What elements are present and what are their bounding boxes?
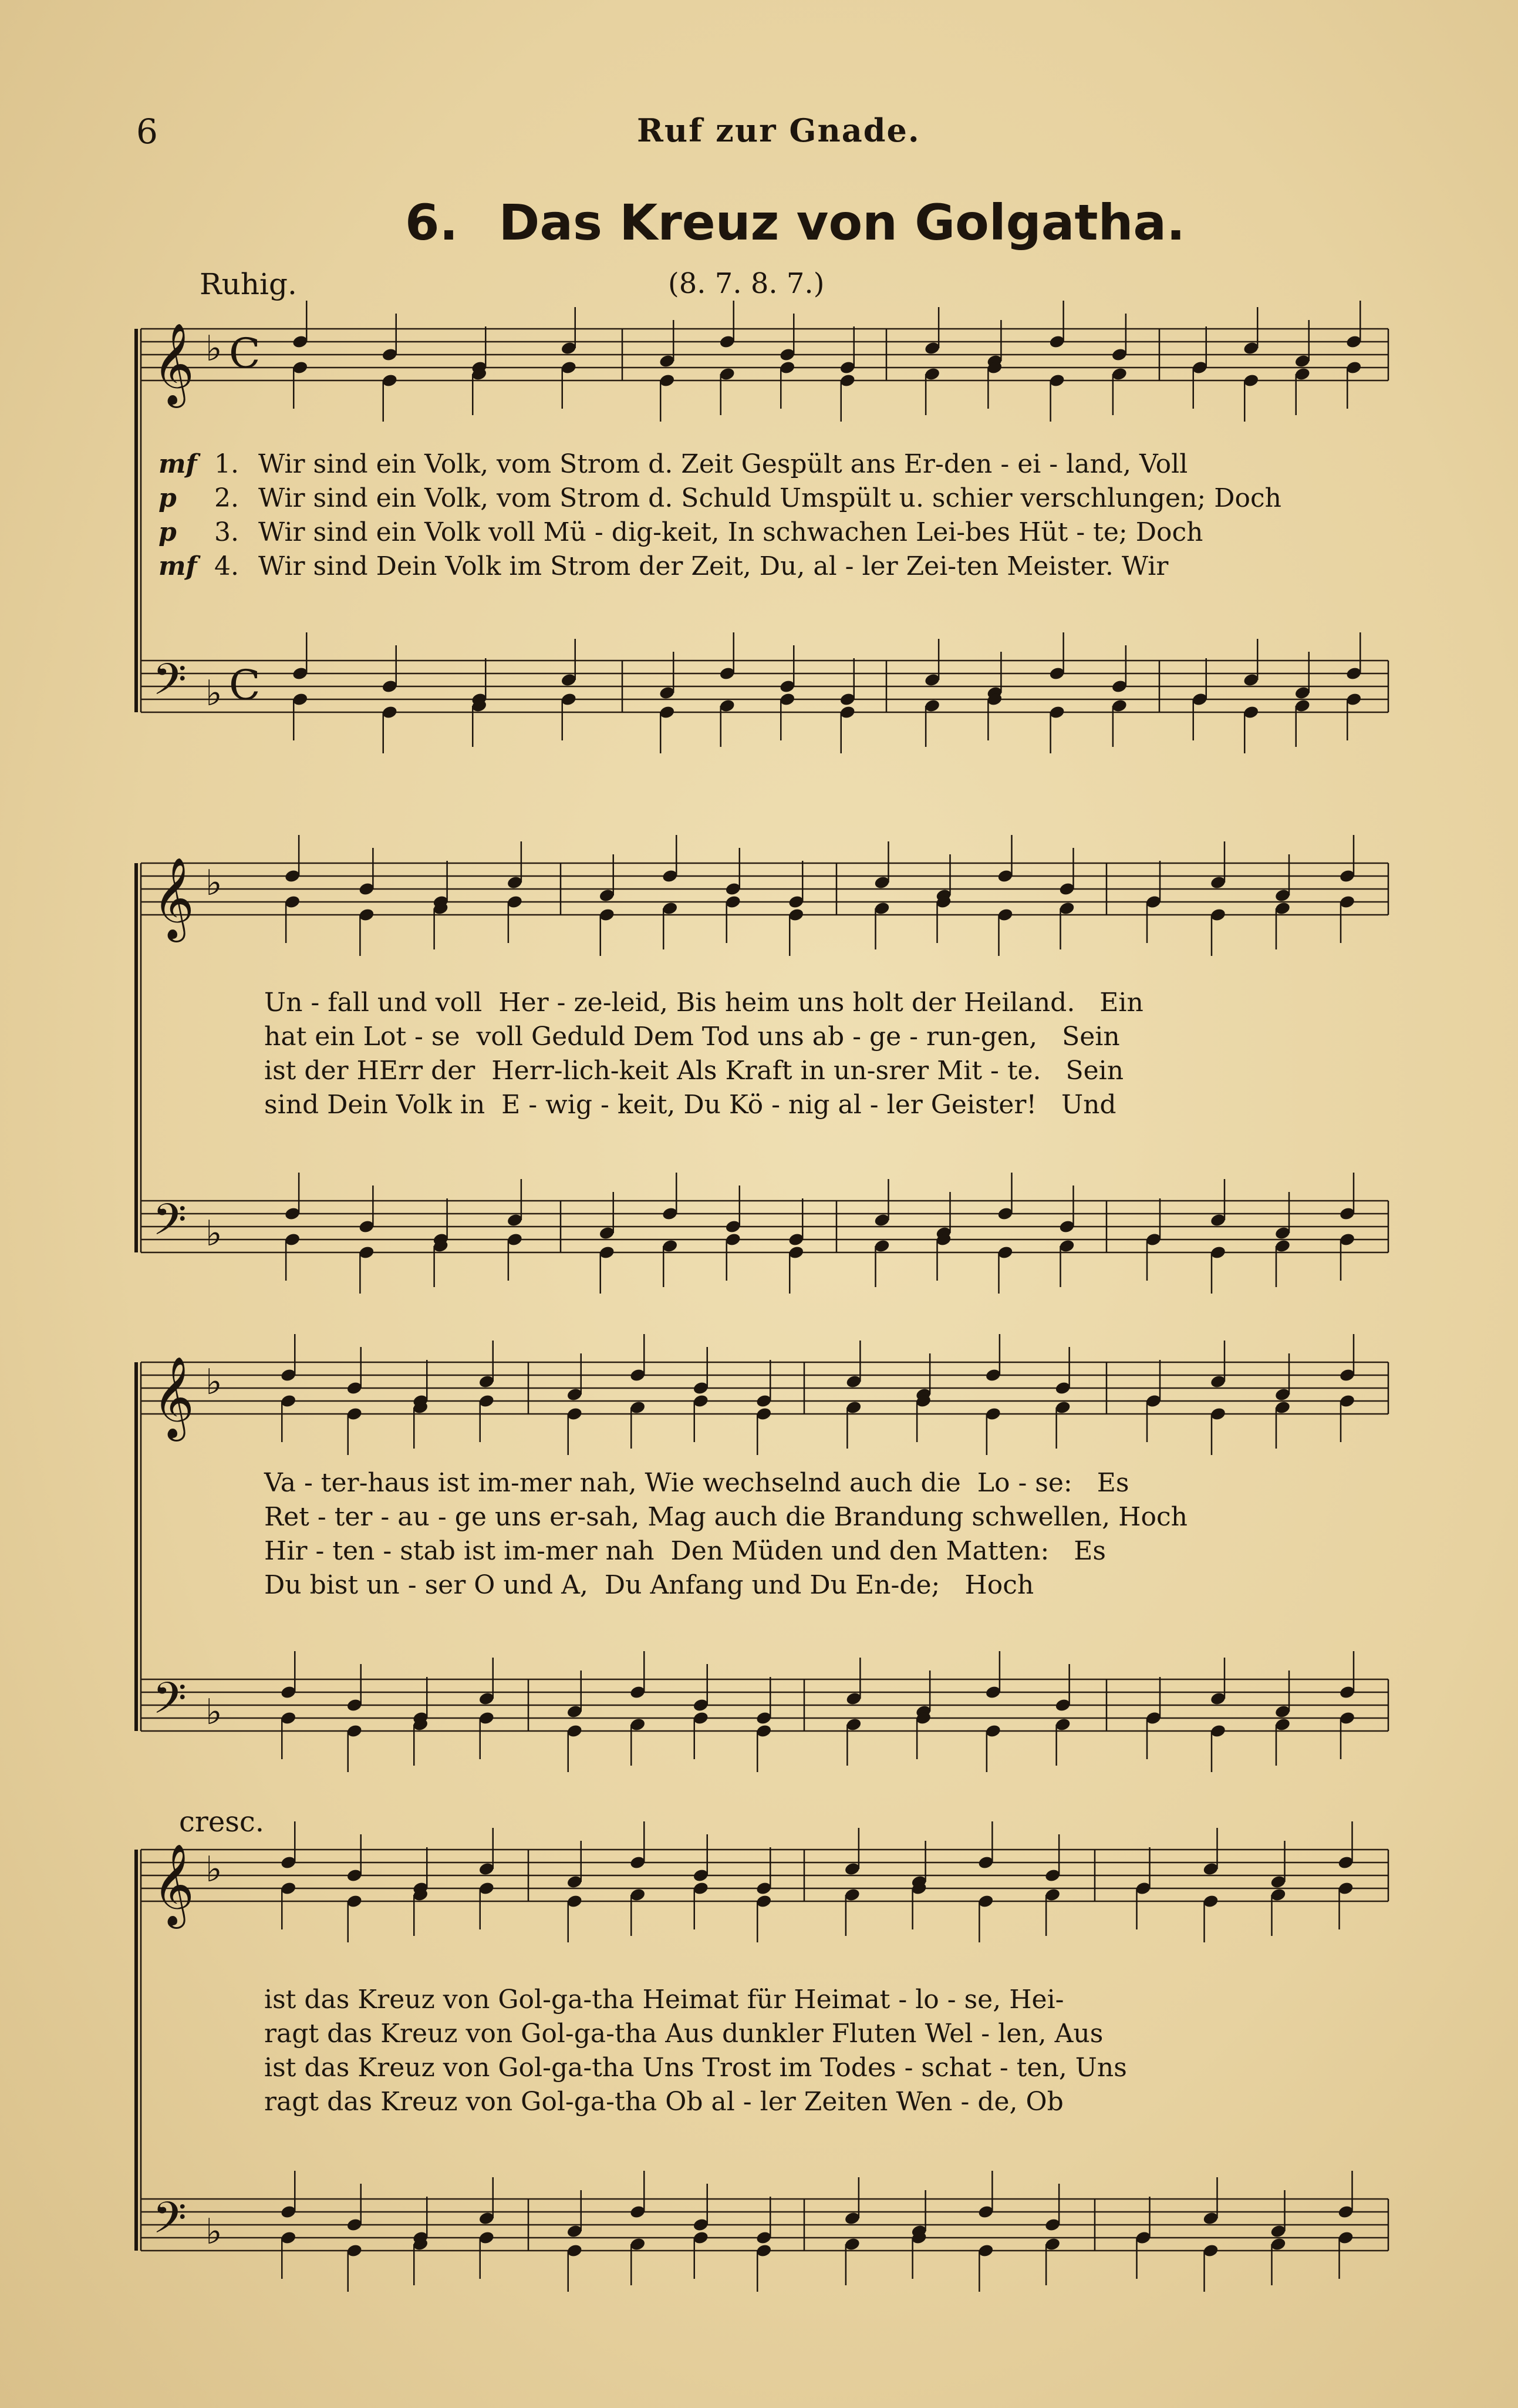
verse-number: 3.: [214, 517, 239, 547]
lyric-line: ist das Kreuz von Gol-ga-tha Uns Trost im Todes - schat - ten, Uns: [264, 2053, 1127, 2083]
meter-marking: (8. 7. 8. 7.): [668, 267, 825, 300]
flat-icon: ♭: [205, 1213, 222, 1254]
hymn-number: 6.: [405, 194, 458, 251]
lyric-line: Wir sind Dein Volk im Strom der Zeit, Du, al - ler Zei-ten Meister. Wir: [258, 551, 1169, 581]
treble-clef-icon: 𝄞: [153, 857, 194, 939]
verse-number: 4.: [214, 551, 239, 581]
lyric-line: ist der HErr der Herr-lich-keit Als Kraft in un-srer Mit - te. Sein: [264, 1056, 1124, 1086]
lyric-line: Wir sind ein Volk, vom Strom d. Schuld Umspült u. schier verschlungen; Doch: [258, 483, 1281, 513]
flat-icon: ♭: [205, 1362, 222, 1403]
lyric-line: Wir sind ein Volk, vom Strom d. Zeit Gespült ans Er-den - ei - land, Voll: [258, 449, 1188, 479]
running-head: Ruf zur Gnade.: [637, 112, 920, 149]
lyric-line: Va - ter-haus ist im-mer nah, Wie wechselnd auch die Lo - se: Es: [264, 1468, 1129, 1498]
lyric-line: Un - fall und voll Her - ze-leid, Bis heim uns holt der Heiland. Ein: [264, 988, 1143, 1018]
flat-icon: ♭: [205, 1692, 222, 1733]
dynamic-marking: mf: [158, 551, 197, 581]
lyric-line: Wir sind ein Volk voll Mü - dig-keit, In schwachen Lei-bes Hüt - te; Doch: [258, 517, 1203, 547]
bass-clef-icon: 𝄢: [153, 2193, 187, 2254]
bass-clef-icon: 𝄢: [153, 1194, 187, 1256]
bass-clef-icon: 𝄢: [153, 654, 187, 716]
cresc-marking: cresc.: [179, 1806, 265, 1838]
dynamic-marking: p: [158, 517, 177, 547]
lyric-line: Hir - ten - stab ist im-mer nah Den Müden und den Matten: Es: [264, 1536, 1106, 1566]
treble-clef-icon: 𝄞: [153, 1844, 194, 1925]
flat-icon: ♭: [205, 1849, 222, 1890]
hymn-title-text: Das Kreuz von Golgatha.: [498, 194, 1186, 251]
flat-icon: ♭: [205, 2211, 222, 2252]
flat-icon: ♭: [205, 673, 222, 714]
page-number: 6: [136, 112, 158, 151]
common-time-icon: C: [229, 329, 261, 378]
lyric-line: hat ein Lot - se voll Geduld Dem Tod uns ab - ge - run-gen, Sein: [264, 1022, 1120, 1052]
common-time-icon: C: [229, 661, 261, 709]
lyric-line: sind Dein Volk in E - wig - keit, Du Kö - nig al - ler Geister! Und: [264, 1090, 1116, 1120]
lyric-line: ist das Kreuz von Gol-ga-tha Heimat für Heimat - lo - se, Hei-: [264, 1985, 1064, 2015]
flat-icon: ♭: [205, 328, 222, 369]
lyric-line: Du bist un - ser O und A, Du Anfang und Du En-de; Hoch: [264, 1570, 1034, 1600]
bass-clef-icon: 𝄢: [153, 1673, 187, 1735]
lyric-line: ragt das Kreuz von Gol-ga-tha Aus dunkler Fluten Wel - len, Aus: [264, 2019, 1104, 2049]
verse-number: 1.: [214, 449, 239, 479]
dynamic-marking: mf: [158, 449, 197, 479]
tempo-marking: Ruhig.: [200, 267, 297, 301]
treble-clef-icon: 𝄞: [153, 1356, 194, 1438]
treble-clef-icon: 𝄞: [153, 323, 194, 405]
lyric-line: ragt das Kreuz von Gol-ga-tha Ob al - ler Zeiten Wen - de, Ob: [264, 2087, 1064, 2117]
dynamic-marking: p: [158, 483, 177, 513]
flat-icon: ♭: [205, 863, 222, 904]
verse-number: 2.: [214, 483, 239, 513]
lyric-line: Ret - ter - au - ge uns er-sah, Mag auch die Brandung schwellen, Hoch: [264, 1502, 1188, 1532]
